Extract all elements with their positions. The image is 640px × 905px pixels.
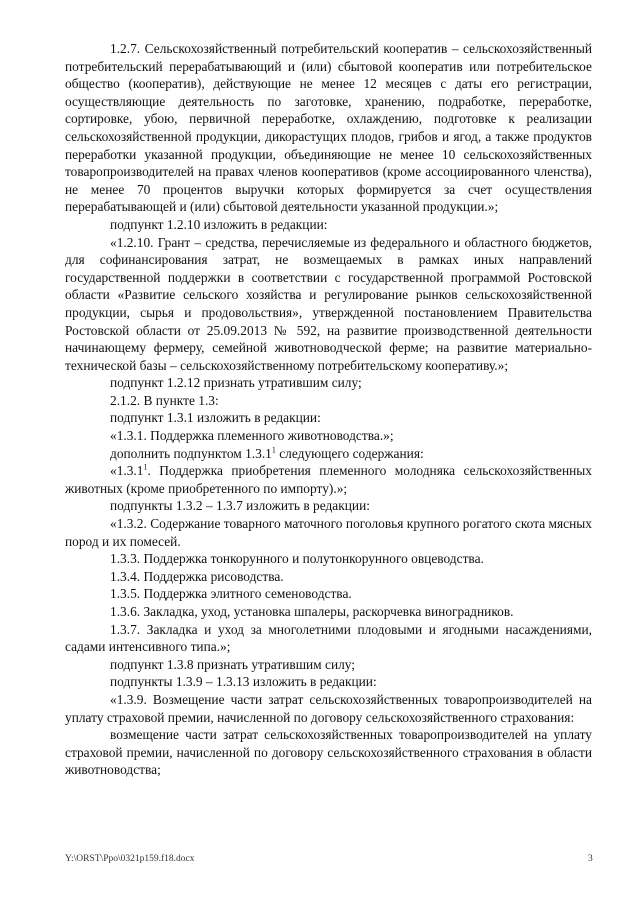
superscript: 1 [143,462,148,472]
paragraph-1-2-10: «1.2.10. Грант – средства, перечисляемые из федерального и областного бюджетов, для софинансирования затрат, не возмещаемых в рамках иных направлений государственной поддержки в соответствии с государственной программой Ростовской области «Развитие сельского хозяйства и регулирование рынков сельскохозяйственной продукции, сырья и продовольствия», утвержденной постановлением Правительства Ростовской области от 25.09.2013 № 592, на развитие производственной деятельности начинающему фермеру, семейной животноводческой ферме; на развитие материально-технической базы – сельскохозяйственному потребительскому кооперативу.»; [65,234,592,373]
paragraph-1-3-9-livestock: возмещение части затрат сельскохозяйственных товаропроизводителей на уплату страховой премии, начисленной по договору сельскохозяйственного страхования в области животноводства; [65,727,592,778]
paragraph-1-3-4: 1.3.4. Поддержка рисоводства. [110,568,284,584]
text-run: дополнить подпунктом 1.3.1 [110,445,272,461]
paragraph-2-1-2: 2.1.2. В пункте 1.3: [110,392,219,408]
document-body [65,40,592,779]
paragraph-1-3-3: 1.3.3. Поддержка тонкорунного и полутонкорунного овцеводства. [110,551,484,567]
paragraph-1-3-5: 1.3.5. Поддержка элитного семеноводства. [110,586,352,602]
paragraph-1-3-6: 1.3.6. Закладка, уход, установка шпалеры, раскорчевка виноградников. [110,604,514,619]
text-run: следующего содержания: [275,445,424,461]
paragraph-1-3-1-1 [65,462,592,497]
page-number: 3 [588,854,593,864]
paragraph-1-3-1: «1.3.1. Поддержка племенного животноводства.»; [110,428,394,444]
footer-file-path: Y:\ORST\Ppo\0321p159.f18.docx [65,854,195,864]
superscript: 1 [271,445,276,455]
paragraph-amend-1-3-1: подпункт 1.3.1 изложить в редакции: [110,410,321,426]
paragraph-amend-1-3-9-13: подпункты 1.3.9 – 1.3.13 изложить в редакции: [110,674,377,690]
paragraph-add-1-3-1-1 [65,445,592,463]
paragraph-1-2-7: 1.2.7. Сельскохозяйственный потребительский кооператив – сельскохозяйственный потребительский перерабатывающий и (или) сбытовой кооператив или потребительское общество (кооператив), действующие не менее 12 месяцев с даты его регистрации, осуществляющие деятельность по заготовке, хранению, подработке, переработке, сортировке, убою, первичной переработке, охлаждению, подготовке к реализации сельскохозяйственной продукции, дикорастущих плодов, грибов и ягод, а также продуктов переработки указанной продукции, объединяющие не менее 10 сельскохозяйственных товаропроизводителей на правах членов кооперативов (кроме ассоциированного членства), не менее 70 процентов выручки которых формируется за счет осуществления перерабатывающей и (или) сбытовой деятельности указанной продукции.»; [65,41,592,215]
paragraph-1-3-9: «1.3.9. Возмещение части затрат сельскохозяйственных товаропроизводителей на уплату страховой премии, начисленной по договору сельскохозяйственного страхования: [65,691,592,725]
paragraph-repeal-1-2-12: подпункт 1.2.12 признать утратившим силу; [110,375,362,391]
paragraph-amend-1-3-2-7: подпункты 1.3.2 – 1.3.7 изложить в редакции: [110,498,370,514]
paragraph-1-3-2: «1.3.2. Содержание товарного маточного поголовья крупного рогатого скота мясных пород и их помесей. [65,516,592,549]
text-run: . Поддержка приобретения племенного молодняка сельскохозяйственных животных (кроме приобретенного по импорту).»; [65,463,592,496]
paragraph-amend-1-2-10: подпункт 1.2.10 изложить в редакции: [110,216,328,232]
paragraph-1-3-7: 1.3.7. Закладка и уход за многолетними плодовыми и ягодными насаждениями, садами интенсивного типа.»; [65,621,592,655]
text-run: «1.3.1 [110,463,144,479]
paragraph-repeal-1-3-8: подпункт 1.3.8 признать утратившим силу; [110,656,356,672]
